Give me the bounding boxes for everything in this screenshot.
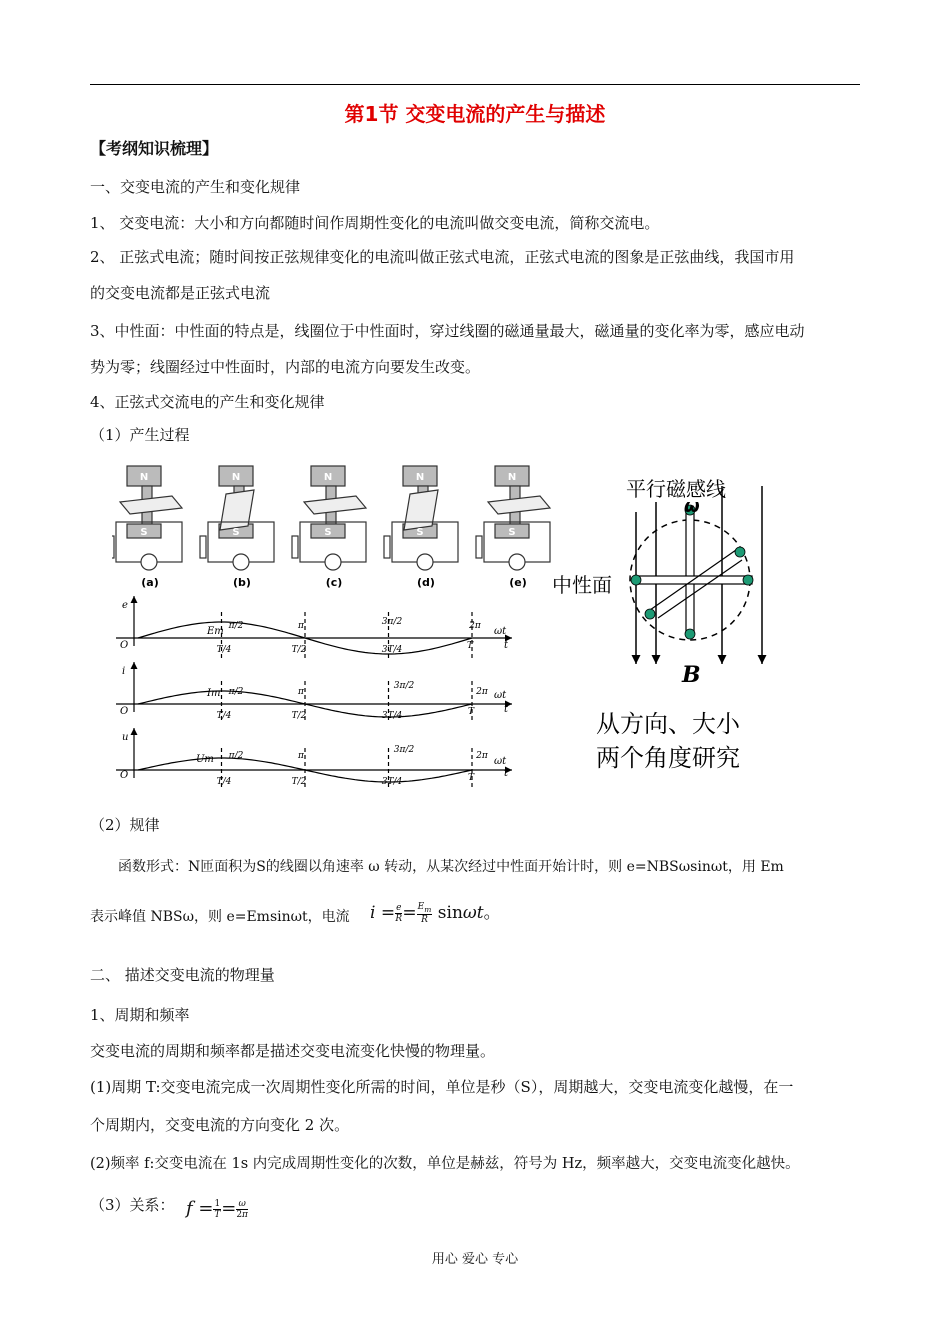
tick-3pi-half-i: 3π/2 [393, 681, 415, 691]
magnet-s-c: S [324, 527, 332, 538]
tick-pi-half-u: π/2 [228, 751, 244, 761]
tick-T2-u: T/2 [291, 777, 307, 787]
tick-3pi-half-u: 3π/2 [393, 745, 415, 755]
omega-label: ω [684, 496, 700, 517]
panel-label-b: (b) [233, 576, 251, 589]
magnet-n-d: N [415, 472, 425, 483]
function-form-line: 函数形式：N匝面积为S的线圈以角速率 ω 转动，从某次经过中性面开始计时，则 e=NBSωsinωt，用 Em [118, 859, 784, 875]
magnet-n-e: N [507, 472, 517, 483]
tick-pi-half-i: π/2 [228, 687, 244, 697]
paragraph-4-2: （2）规律 [90, 816, 160, 834]
magnet-s-a: S [140, 527, 148, 538]
peak-value-line: 表示峰值 NBSω，则 e=Emsinωt，电流 [90, 909, 350, 925]
magnet-s-d: S [416, 527, 424, 538]
omega-t-i: ωt [494, 690, 507, 701]
tick-T-i: T [467, 707, 475, 717]
magnet-s-b: S [232, 527, 240, 538]
tick-pi-i: π [298, 687, 304, 697]
panel-label-c: (c) [325, 576, 343, 589]
magnet-n-a: N [139, 472, 149, 483]
tick-2pi-i: 2π [476, 687, 488, 697]
footer: 用心 爱心 专心 [431, 1252, 519, 1267]
period-line-b: 个周期内，交变电流的方向变化 2 次。 [90, 1116, 350, 1134]
frequency-line: (2)频率 f:交变电流在 1s 内完成周期性变化的次数，单位是赫兹，符号为 Hz，频率越大，交变电流变化越快。 [90, 1156, 800, 1172]
tick-T-e: T [466, 641, 474, 651]
tick-3T4-i: 3T/4 [381, 711, 403, 721]
tick-2pi-u: 2π [476, 751, 488, 761]
peak-label-i: Im [207, 688, 221, 699]
t-u: t [504, 768, 509, 779]
axis-label-i: i [122, 666, 126, 677]
section-heading: 【考纲知识梳理】 [90, 139, 219, 158]
magnet-n-c: N [323, 472, 333, 483]
part2-heading: 二、 描述交变电流的物理量 [90, 966, 275, 984]
tick-T2-i: T/2 [291, 711, 307, 721]
top-rule [90, 84, 860, 85]
tick-T-u: T [467, 773, 475, 783]
tick-T4-e: T/4 [216, 645, 232, 655]
omega-t-u: ωt [494, 756, 507, 767]
period-frequency-heading: 1、周期和频率 [90, 1006, 190, 1024]
field-b-label: B [682, 662, 701, 688]
note-line-2: 两个角度研究 [596, 744, 740, 772]
magnet-n-b: N [231, 472, 241, 483]
panel-label-a: (a) [141, 576, 159, 589]
paragraph-2b: 的交变电流都是正弦式电流 [90, 284, 271, 302]
origin-u: O [120, 770, 129, 781]
tick-3T4-e: 3T/4 [381, 645, 403, 655]
t-e: t [504, 640, 509, 651]
magnet-s-e: S [508, 527, 516, 538]
panel-label-e: (e) [509, 576, 527, 589]
axis-label-u: u [122, 732, 129, 743]
period-line-a: (1)周期 T:交变电流完成一次周期性变化所需的时间，单位是秒（S），周期越大，交变电流变化越慢，在一 [90, 1078, 794, 1096]
t-i: t [504, 704, 509, 715]
current-formula: i = $\frac{e}{R}$ = $\frac{E_m}{R}$ sinωt。 [370, 901, 501, 926]
paragraph-3a: 3、中性面：中性面的特点是，线圈位于中性面时，穿过线圈的磁通量最大，磁通量的变化率为零，感应电动 [90, 322, 805, 340]
page-title: 第1节 交变电流的产生与描述 [344, 102, 606, 126]
origin-i: O [120, 706, 129, 717]
tick-T4-i: T/4 [216, 711, 232, 721]
tick-T2-e: T/2 [291, 645, 307, 655]
tick-3T4-u: 3T/4 [381, 777, 403, 787]
part1-heading: 一、交变电流的产生和变化规律 [90, 178, 301, 196]
paragraph-4: 4、正弦式交流电的产生和变化规律 [90, 393, 325, 411]
tick-2pi-e: 2π [469, 621, 481, 631]
paragraph-4-1: （1）产生过程 [90, 426, 190, 444]
tick-T4-u: T/4 [216, 777, 232, 787]
tick-pi-half-e: π/2 [228, 621, 244, 631]
period-frequency-desc: 交变电流的周期和频率都是描述交变电流变化快慢的物理量。 [90, 1042, 496, 1060]
peak-label-u: Um [196, 754, 214, 765]
origin-e: O [120, 640, 129, 651]
relation-label: （3）关系： [90, 1196, 175, 1214]
parallel-field-lines-label: 平行磁感线 [626, 477, 726, 501]
axis-label-e: e [122, 600, 128, 611]
tick-3pi-half-e: 3π/2 [381, 617, 403, 627]
paragraph-2a: 2、 正弦式电流；随时间按正弦规律变化的电流叫做正弦式电流，正弦式电流的图象是正弦曲线，我国市用 [90, 248, 795, 266]
neutral-plane-label: 中性面 [552, 573, 612, 597]
paragraph-3b: 势为零；线圈经过中性面时，内部的电流方向要发生改变。 [90, 358, 481, 376]
tick-pi-u: π [298, 751, 304, 761]
panel-label-d: (d) [417, 576, 435, 589]
tick-pi-e: π [298, 621, 304, 631]
peak-label-e: Em [207, 626, 224, 637]
paragraph-1: 1、 交变电流：大小和方向都随时间作周期性变化的电流叫做交变电流，简称交流电。 [90, 214, 660, 232]
omega-t-e: ωt [494, 626, 507, 637]
note-line-1: 从方向、大小 [596, 710, 740, 738]
generator-figure [112, 452, 768, 802]
relation-formula: f = $\frac{1}{T}$ = $\frac{\omega}{2\pi}$ [186, 1198, 248, 1220]
